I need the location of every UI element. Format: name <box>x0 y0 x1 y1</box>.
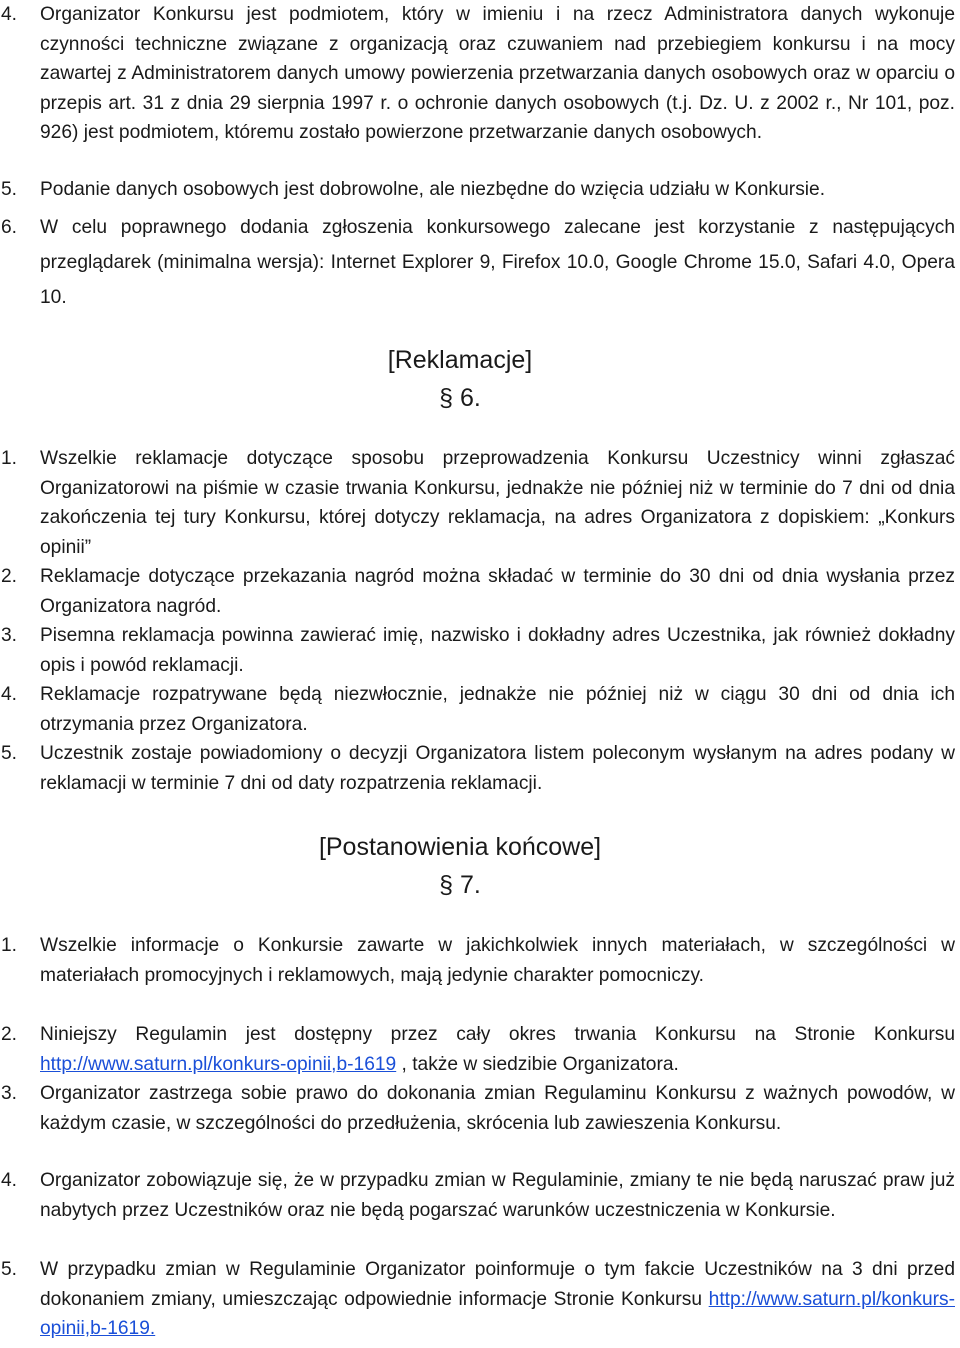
item-number: 2. <box>1 1024 18 1045</box>
list-item <box>0 562 955 621</box>
item-number: 4. <box>1 4 18 25</box>
item-text: Reklamacje dotyczące przekazania nagród można składać w terminie do 30 dni od dnia wysłania przez Organizatora nagród. <box>40 566 955 617</box>
item-text: Wszelkie reklamacje dotyczące sposobu przeprowadzenia Konkursu Uczestnicy winni zgłaszać Organizatorowi na piśmie w czasie trwania Konkursu, jednakże nie później niż w terminie do 7 dni od dnia zakończenia tej tury Konkursu, której dotyczy reklamacja, na adres Organizatora z dopiskiem: „Konkurs opinii” <box>40 448 955 558</box>
list-item <box>0 0 955 148</box>
list-item <box>0 931 955 990</box>
item-text: Organizator zastrzega sobie prawo do dokonania zmian Regulaminu Konkursu z ważnych powodów, w każdym czasie, w szczególności do przedłużenia, skrócenia lub zawieszenia Konkursu. <box>40 1083 955 1134</box>
item-number: 6. <box>1 217 18 238</box>
list-item <box>0 1166 955 1225</box>
item-number: 5. <box>1 1259 18 1280</box>
list-item <box>0 444 955 562</box>
item-text: Organizator Konkursu jest podmiotem, który w imieniu i na rzecz Administratora danych wykonuje czynności techniczne związane z organizacją oraz czuwaniem nad przebiegiem konkursu i na mocy zawartej z Administratorem danych umowy powierzenia przetwarzania danych osobowych oraz w oparciu o przepis art. 31 z dnia 29 sierpnia 1997 r. o ochronie danych osobowych (t.j. Dz. U. z 2002 r., Nr 101, poz. 926) jest podmiotem, któremu zostało powierzone przetwarzanie danych osobowych. <box>40 4 955 143</box>
section-number: § 7. <box>439 871 481 899</box>
list-item <box>0 680 955 739</box>
item-number: 4. <box>1 1170 18 1191</box>
list-item <box>0 1255 955 1344</box>
item-text: Organizator zobowiązuje się, że w przypadku zmian w Regulaminie, zmiany te nie będą naruszać praw już nabytych przez Uczestników oraz nie będą pogarszać warunków uczestniczenia w Konkursie. <box>40 1170 955 1221</box>
item-text: W celu poprawnego dodania zgłoszenia konkursowego zalecane jest korzystanie z następujących przeglądarek (minimalna wersja): Internet Explorer 9, Firefox 10.0, Google Chrome 15.0, Safari 4.0, Opera 10. <box>40 217 955 308</box>
item-text-part: , także w siedzibie Organizatora. <box>396 1053 679 1075</box>
item-number: 4. <box>1 684 18 705</box>
item-number: 3. <box>1 625 18 646</box>
list-item <box>0 175 955 205</box>
regulations-link[interactable]: http://www.saturn.pl/konkurs-opinii,b-1619 <box>40 1053 397 1075</box>
item-number: 1. <box>1 935 18 956</box>
item-text-part: W przypadku zmian w Regulaminie Organizator poinformuje o tym fakcie Uczestników na 3 dni przed dokonaniem zmiany, umieszczając odpowiednie informacje Stronie Konkursu <box>40 1259 955 1310</box>
item-number: 1. <box>1 448 18 469</box>
list-item <box>0 739 955 798</box>
item-text: Wszelkie informacje o Konkursie zawarte w jakichkolwiek innych materiałach, w szczególności w materiałach promocyjnych i reklamowych, mają jedynie charakter pomocniczy. <box>40 935 955 986</box>
item-text <box>40 1255 955 1344</box>
item-text: Reklamacje rozpatrywane będą niezwłocznie, jednakże nie później niż w ciągu 30 dni od dnia ich otrzymania przez Organizatora. <box>40 684 955 735</box>
item-text <box>40 1020 955 1079</box>
list-item <box>0 1020 955 1079</box>
section-title: [Postanowienia końcowe] <box>318 833 602 861</box>
item-number: 3. <box>1 1083 18 1104</box>
item-number: 2. <box>1 566 18 587</box>
item-text-part: Niniejszy Regulamin jest dostępny przez cały okres trwania Konkursu na Stronie Konkursu <box>40 1024 955 1045</box>
section-number: § 6. <box>439 384 481 412</box>
item-number: 5. <box>1 179 18 200</box>
list-item <box>0 1079 955 1138</box>
item-text: Pisemna reklamacja powinna zawierać imię, nazwisko i dokładny adres Uczestnika, jak również dokładny opis i powód reklamacji. <box>40 625 955 676</box>
list-item <box>0 621 955 680</box>
section-title: [Reklamacje] <box>387 346 533 374</box>
item-text: Uczestnik zostaje powiadomiony o decyzji Organizatora listem poleconym wysłanym na adres podany w reklamacji w terminie 7 dni od daty rozpatrzenia reklamacji. <box>40 743 955 794</box>
regulations-link[interactable]: http://www.saturn.pl/konkurs-opinii,b-1619. <box>40 1288 955 1339</box>
item-number: 5. <box>1 743 18 764</box>
item-text: Podanie danych osobowych jest dobrowolne, ale niezbędne do wzięcia udziału w Konkursie. <box>40 179 826 200</box>
list-item <box>0 210 955 315</box>
